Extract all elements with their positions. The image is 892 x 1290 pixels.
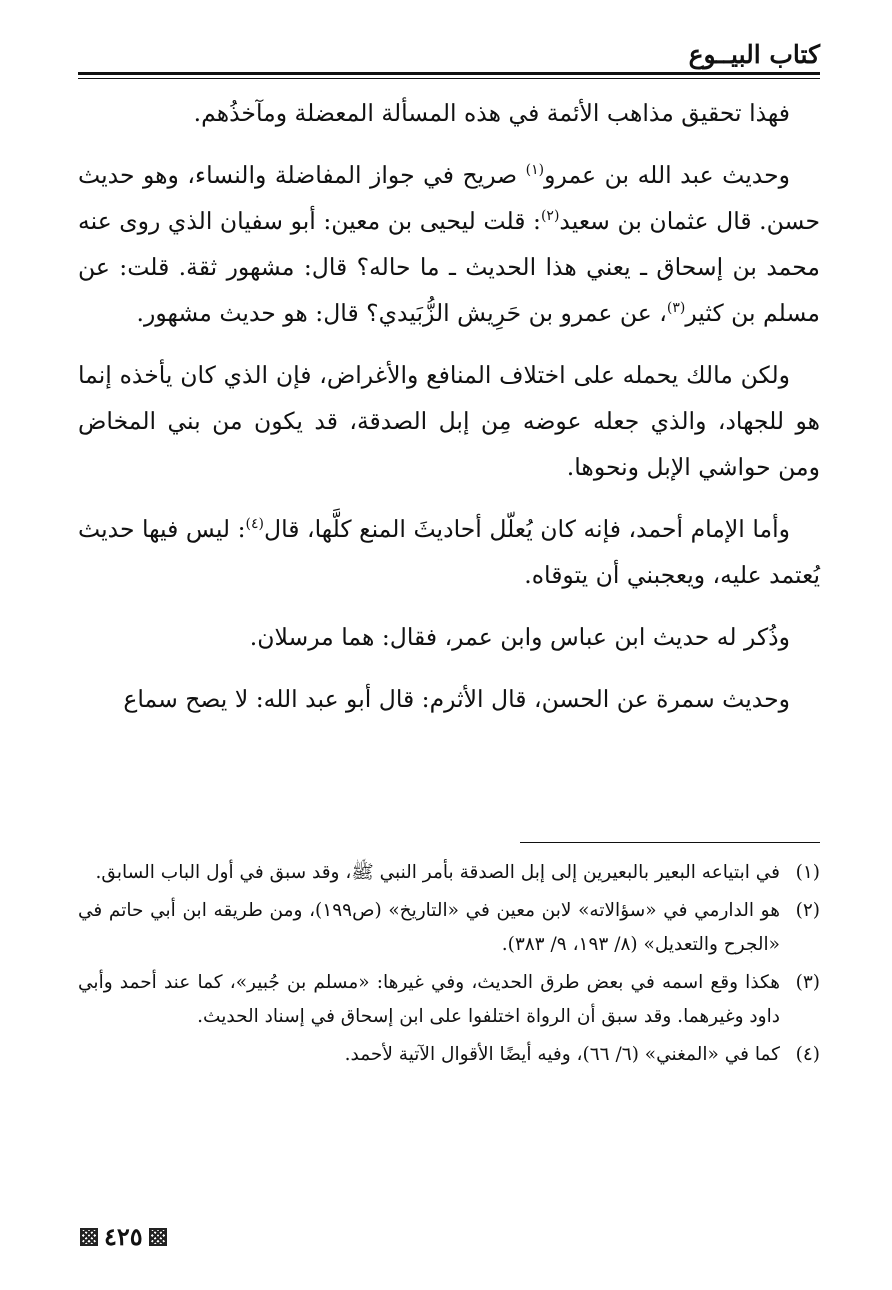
footnote-text: هو الدارمي في «سؤالاته» لابن معين في «التاريخ» (ص١٩٩)، ومن طريقه ابن أبي حاتم في «الجرح والتعديل» (٨/ ١٩٣، ٩/ ٣٨٣). [78, 900, 780, 955]
ornament-icon [80, 1228, 98, 1246]
footnote-item [78, 856, 820, 890]
footnote-item [78, 1038, 820, 1072]
ornament-icon [149, 1228, 167, 1246]
page-folio [80, 1222, 167, 1251]
text-run: ، عن عمرو بن حَرِيش الزُّبَيدي؟ قال: هو حديث مشهور. [136, 299, 667, 327]
book-page [78, 0, 820, 1290]
paragraph: وحديث سمرة عن الحسن، قال الأثرم: قال أبو عبد الله: لا يصح سماع [123, 685, 790, 713]
footnote-ref: (٣) [666, 300, 686, 317]
paragraph: ولكن مالك يحمله على اختلاف المنافع والأغراض، فإن الذي كان يأخذه إنما هو للجهاد، والذي جعله عوضه مِن إبل الصدقة، قد يكون من بني المخاض ومن حواشي الإبل ونحوها. [78, 361, 820, 481]
footnote-number: (٣) [795, 972, 820, 993]
paragraph [78, 506, 820, 598]
header-rule-thick [78, 72, 820, 75]
text-run: وأما الإمام أحمد، فإنه كان يُعلّل أحاديثَ المنع كلَّها، قال [264, 515, 790, 543]
footnotes [78, 856, 820, 1076]
footnote-text: هكذا وقع اسمه في بعض طرق الحديث، وفي غيرها: «مسلم بن جُبير»، كما عند أحمد وأبي داود وغيرهما. وقد سبق أن الرواة اختلفوا على ابن إسحاق في إسناد الحديث. [78, 972, 780, 1027]
running-head-title: كتاب البيــوع [688, 40, 820, 69]
paragraph [78, 152, 820, 336]
main-text [78, 90, 820, 738]
footnote-text: في ابتياعه البعير بالبعيرين إلى إبل الصدقة بأمر النبي ﷺ، وقد سبق في أول الباب السابق. [95, 862, 780, 883]
text-run: : قلت ليحيى بن معين: أبو سفيان الذي روى عنه محمد بن إسحاق ـ يعني هذا الحديث ـ ما حاله؟ قال: مشهور ثقة. قلت: عن مسلم بن كثير [78, 207, 820, 327]
footnote-number: (٤) [795, 1044, 820, 1065]
footnote-number: (٢) [795, 900, 820, 921]
footnote-item [78, 966, 820, 1034]
text-run: وحديث عبد الله بن عمرو [544, 161, 790, 189]
header-rule-thin [78, 78, 820, 79]
paragraph: وذُكر له حديث ابن عباس وابن عمر، فقال: هما مرسلان. [249, 623, 790, 651]
footnote-ref: (٤) [245, 516, 264, 533]
footnote-separator [520, 842, 820, 843]
page-number: ٤٢٥ [104, 1222, 143, 1251]
text-run: : ليس فيها حديث يُعتمد عليه، ويعجبني أن يتوقاه. [78, 515, 820, 589]
footnote-number: (١) [795, 862, 820, 883]
footnote-ref: (٢) [540, 208, 560, 225]
footnote-text: كما في «المغني» (٦/ ٦٦)، وفيه أيضًا الأقوال الآتية لأحمد. [344, 1044, 780, 1065]
paragraph: فهذا تحقيق مذاهب الأئمة في هذه المسألة المعضلة ومآخذُهم. [193, 99, 790, 127]
footnote-item [78, 894, 820, 962]
footnote-ref: (١) [525, 162, 545, 179]
text-run: صريح في جواز المفاضلة والنساء، وهو حديث حسن. قال عثمان بن سعيد [78, 161, 820, 235]
